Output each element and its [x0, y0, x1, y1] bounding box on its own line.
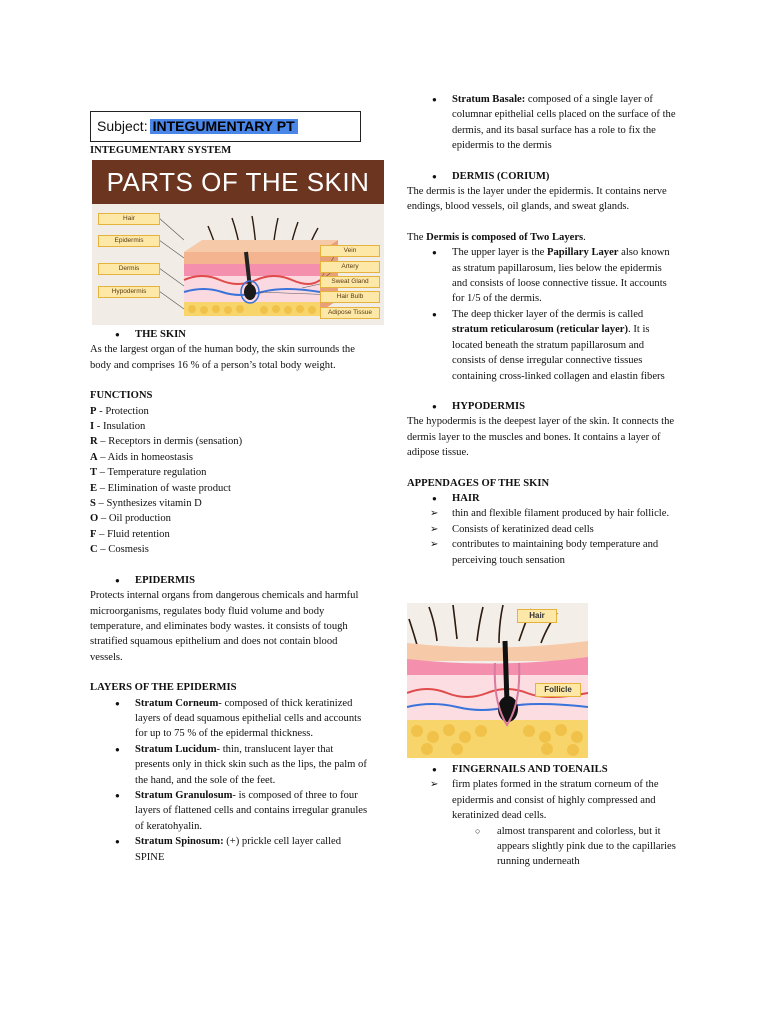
dermis-text: The dermis is the layer under the epidermis. It contains nerve endings, blood vessels, oil glands, and sweat glands. — [407, 186, 667, 213]
functions-list — [90, 404, 368, 558]
section-heading-epidermis: ● EPIDERMIS — [90, 573, 368, 588]
skin-label-hair: Hair — [98, 213, 160, 225]
skin-label-adipose-tissue: Adipose Tissue — [320, 307, 380, 319]
skin-label-vein: Vein — [320, 245, 380, 257]
functions-heading: FUNCTIONS — [90, 390, 153, 402]
nails-section — [407, 762, 679, 870]
epidermis-text: Protects internal organs from dangerous chemicals and harmful microorganisms, regulates body fluid volume and body temperature, and eliminates body wastes. it consists of tough stratified squamous epithelium and does not contain blood vessels. — [90, 590, 359, 663]
function-item: O – Oil production — [90, 513, 171, 525]
hair-follicle-diagram — [407, 603, 588, 758]
function-item: E – Elimination of waste product — [90, 482, 231, 494]
the-skin-text: As the largest organ of the human body, the skin surrounds the body and comprises 16 % of a person’s total body weight. — [90, 344, 355, 371]
list-item: ● Stratum Granulosum- is composed of three to four layers of flattened cells and contains irregular granules of keratohyalin. — [90, 788, 368, 834]
function-item: I - Insulation — [90, 421, 146, 433]
section-heading-hair: ● HAIR — [407, 491, 679, 506]
section-heading-dermis: ● DERMIS (CORIUM) — [407, 169, 679, 184]
skin-label-hair-bulb: Hair Bulb — [320, 291, 380, 303]
function-item: T – Temperature regulation — [90, 467, 207, 479]
section-heading-hypodermis: ● HYPODERMIS — [407, 399, 679, 414]
hypodermis-text: The hypodermis is the deepest layer of the skin. It connects the dermis layer to the muscles and bones. It contains a layer of adipose tissue. — [407, 416, 675, 459]
function-item: F – Fluid retention — [90, 528, 170, 540]
right-column — [407, 92, 679, 568]
skin-label-dermis: Dermis — [98, 263, 160, 275]
hair-figure-label-follicle: Follicle — [535, 683, 581, 697]
skin-label-artery: Artery — [320, 261, 380, 273]
nails-list — [407, 777, 679, 823]
dermis-composed: The Dermis is composed of Two Layers. — [407, 231, 586, 243]
skin-diagram-title: PARTS OF THE SKIN — [92, 160, 384, 204]
layers-heading: LAYERS OF THE EPIDERMIS — [90, 682, 237, 694]
hair-follicle-illustration — [407, 603, 588, 758]
skin-label-epidermis: Epidermis — [98, 235, 160, 247]
dermis-layers-list — [407, 245, 679, 384]
subject-box — [90, 111, 361, 142]
skin-label-hypodermis: Hypodermis — [98, 286, 160, 298]
list-item: ● Stratum Corneum- composed of thick keratinized layers of dead squamous epithelial cells and accounts for up to 75 % of the epidermal thickness. — [90, 696, 368, 742]
list-item: ● The upper layer is the Papillary Layer also known as stratum papillarosum, lies below the epidermis and consists of loose connective tissue. It accounts for 1/5 of the dermis. — [407, 245, 679, 307]
list-item: ● Stratum Lucidum- thin, translucent layer that presents only in thick skin such as the lips, the palm of the hand, and the sole of the feet. — [90, 742, 368, 788]
function-item: A – Aids in homeostasis — [90, 451, 194, 463]
list-item: ➢ Consists of keratinized dead cells — [407, 522, 679, 537]
function-item: R – Receptors in dermis (sensation) — [90, 436, 243, 448]
list-item: ● Stratum Spinosum: (+) prickle cell layer called SPINE — [90, 834, 368, 865]
function-item: S – Synthesizes vitamin D — [90, 498, 202, 510]
list-item: ● The deep thicker layer of the dermis is called stratum reticularosum (reticular layer). It is located beneath the stratum papillarosum and consists of dense irregular connective tissues containing cross-linked collagen and elastin fibers — [407, 307, 679, 384]
appendages-heading: APPENDAGES OF THE SKIN — [407, 477, 550, 489]
layers-list — [90, 696, 368, 865]
hair-list — [407, 506, 679, 568]
section-heading-nails: ● FINGERNAILS AND TOENAILS — [407, 762, 679, 777]
left-column — [90, 327, 368, 865]
hair-figure-label-hair: Hair — [517, 609, 557, 623]
page-heading: INTEGUMENTARY SYSTEM — [90, 145, 232, 156]
list-item: ○ almost transparent and colorless, but it appears slightly pink due to the capillaries running underneath — [407, 824, 679, 870]
layers-list-continued — [407, 92, 679, 154]
list-item: ● Stratum Basale: composed of a single layer of columnar epithelial cells placed on the surface of the dermis, and its basal surface has a role to fix the epidermis to the dermis — [407, 92, 679, 154]
section-heading-the-skin: ● THE SKIN — [90, 327, 368, 342]
skin-diagram — [92, 160, 384, 325]
subject-label: Subject: — [97, 117, 148, 134]
subject-value: INTEGUMENTARY PT — [150, 119, 298, 134]
nails-sub-list — [407, 824, 679, 870]
function-item: P - Protection — [90, 405, 149, 417]
function-item: C – Cosmesis — [90, 544, 149, 556]
list-item: ➢ firm plates formed in the stratum corneum of the epidermis and consist of highly compressed and keratinized dead cells. — [407, 777, 679, 823]
list-item: ➢ thin and flexible filament produced by hair follicle. — [407, 506, 679, 521]
list-item: ➢ contributes to maintaining body temperature and perceiving touch sensation — [407, 537, 679, 568]
skin-label-sweat-gland: Sweat Gland — [320, 276, 380, 288]
